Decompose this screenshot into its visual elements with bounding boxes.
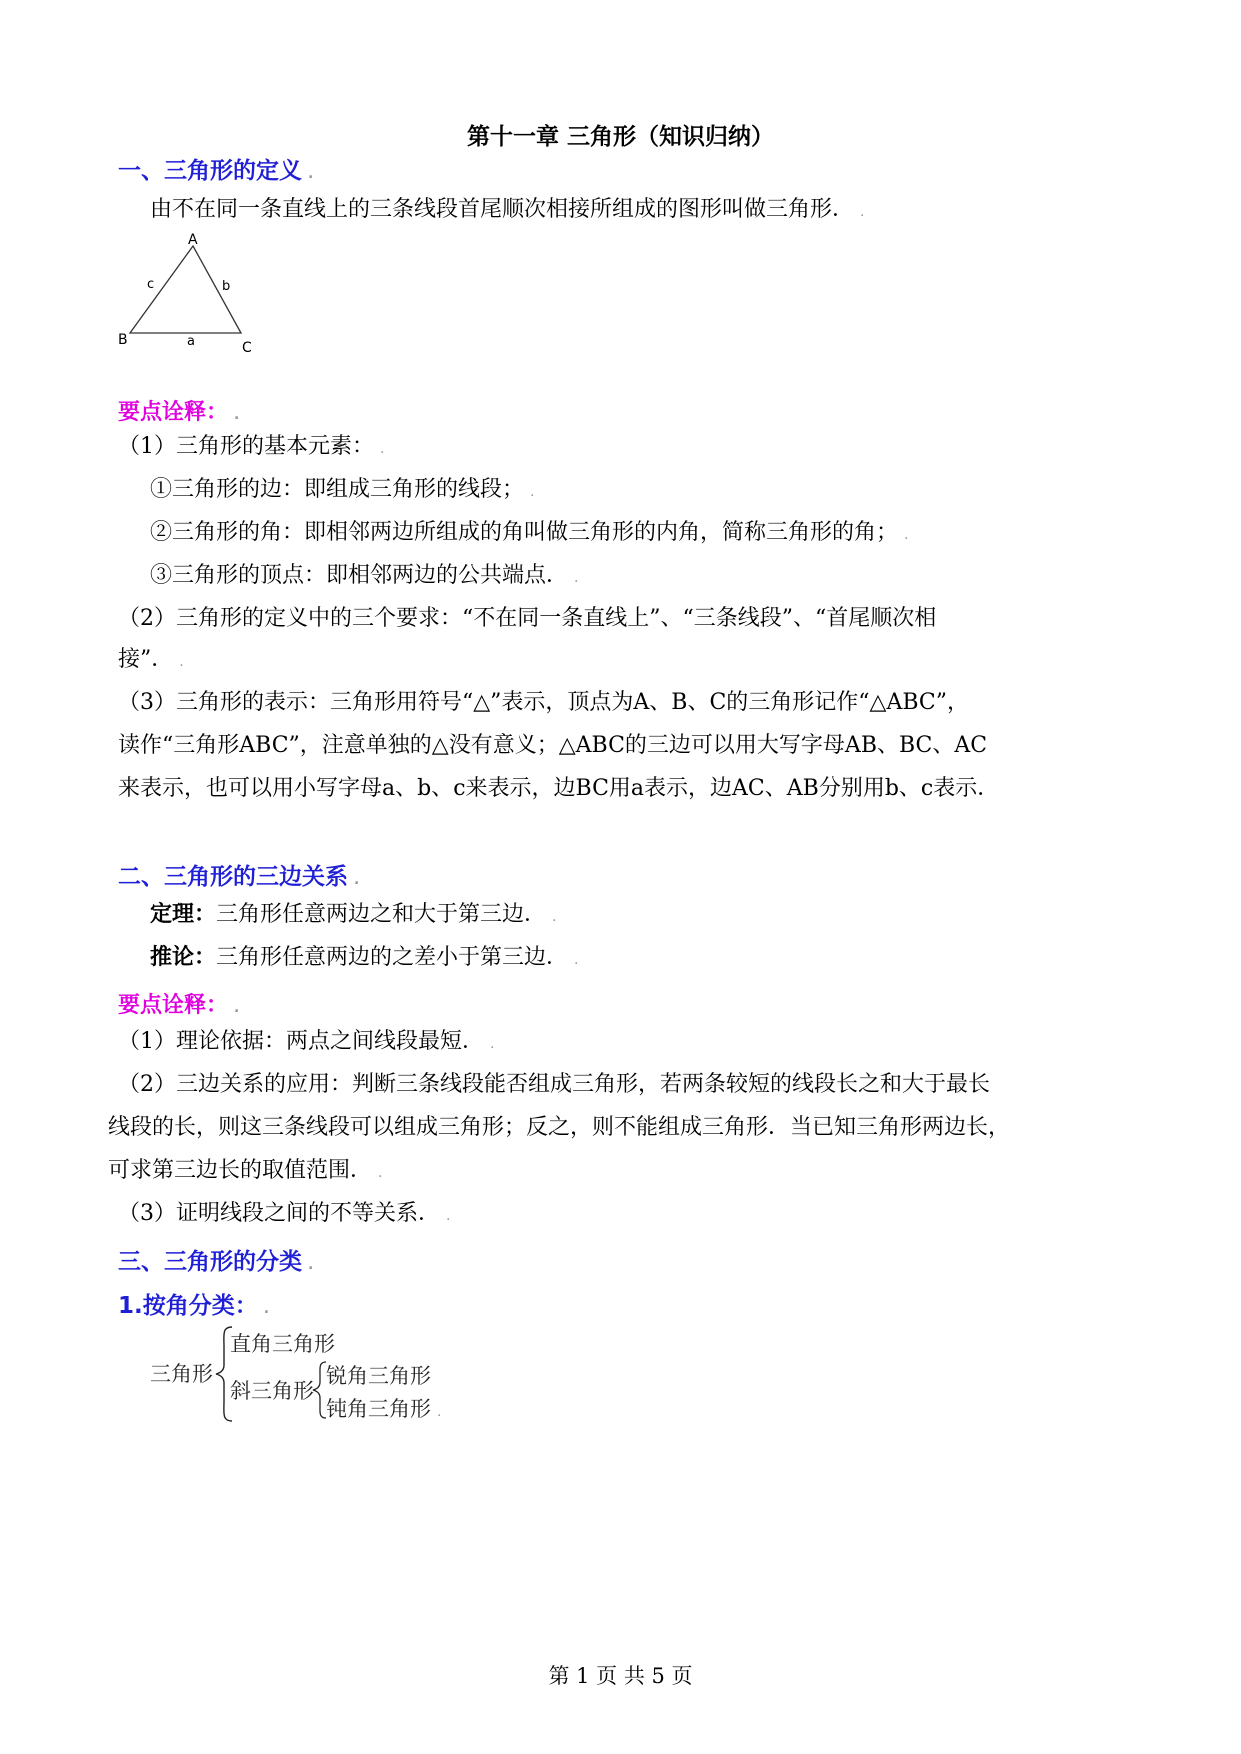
classification-oblique: 斜三角形: [230, 1379, 314, 1403]
note-line: （3）证明线段之间的不等关系． .: [118, 1201, 451, 1226]
definition-text: 由不在同一条直线上的三条线段首尾顺次相接所组成的图形叫做三角形． .: [150, 197, 865, 222]
note-line: 可求第三边长的取值范围． .: [108, 1158, 383, 1183]
note-line: （1）理论依据：两点之间线段最短． .: [118, 1029, 495, 1054]
page-title: 第十一章 三角形（知识归纳）: [466, 124, 774, 150]
theorem-line: 定理：三角形任意两边之和大于第三边． .: [150, 902, 557, 927]
note-line: （3）三角形的表示：三角形用符号“△”表示，顶点为A、B、C的三角形记作“△ABC”，: [118, 690, 970, 715]
side-b-label: b: [222, 279, 231, 294]
note-line: 来表示，也可以用小写字母a、b、c来表示，边BC用a表示，边AC、AB分别用b、c表示．: [118, 776, 1000, 801]
note-line: （2）三边关系的应用：判断三条线段能否组成三角形，若两条较短的线段长之和大于最长: [118, 1072, 991, 1097]
section-3-subheading: 1.按角分类： .: [118, 1293, 270, 1319]
side-c-label: c: [147, 277, 155, 292]
notes-heading-1: 要点诠释： .: [118, 400, 240, 425]
classification-acute: 锐角三角形: [326, 1364, 431, 1388]
note-line: （2）三角形的定义中的三个要求：“不在同一条直线上”、“三条线段”、“首尾顺次相: [118, 606, 937, 631]
classification-obtuse: 钝角三角形 .: [326, 1397, 442, 1421]
triangle-figure: [112, 228, 272, 360]
page-footer: 第 1 页 共 5 页: [548, 1664, 693, 1688]
vertex-a-label: A: [188, 232, 198, 248]
note-line: 接”． .: [118, 647, 184, 672]
note-line: ③三角形的顶点：即相邻两边的公共端点． .: [150, 563, 579, 588]
classification-right: 直角三角形: [230, 1332, 335, 1356]
corollary-line: 推论：三角形任意两边的之差小于第三边． .: [150, 945, 579, 970]
note-line: ②三角形的角：即相邻两边所组成的角叫做三角形的内角，简称三角形的角； .: [150, 520, 909, 545]
notes-heading-2: 要点诠释： .: [118, 993, 240, 1018]
side-a-label: a: [187, 334, 195, 349]
note-line: 线段的长，则这三条线段可以组成三角形；反之，则不能组成三角形．当已知三角形两边长，: [108, 1115, 1011, 1140]
section-1-heading: 一、三角形的定义 .: [118, 158, 314, 184]
vertex-c-label: C: [242, 340, 252, 356]
note-line: （1）三角形的基本元素： .: [118, 434, 385, 459]
note-line: 读作“三角形ABC”，注意单独的△没有意义；△ABC的三边可以用大写字母AB、BC、AC: [118, 733, 988, 758]
section-3-heading: 三、三角形的分类 .: [118, 1249, 314, 1275]
note-line: ①三角形的边：即组成三角形的线段； .: [150, 477, 535, 502]
section-2-heading: 二、三角形的三边关系 .: [118, 864, 360, 890]
classification-root: 三角形: [150, 1362, 213, 1386]
vertex-b-label: B: [118, 332, 128, 348]
